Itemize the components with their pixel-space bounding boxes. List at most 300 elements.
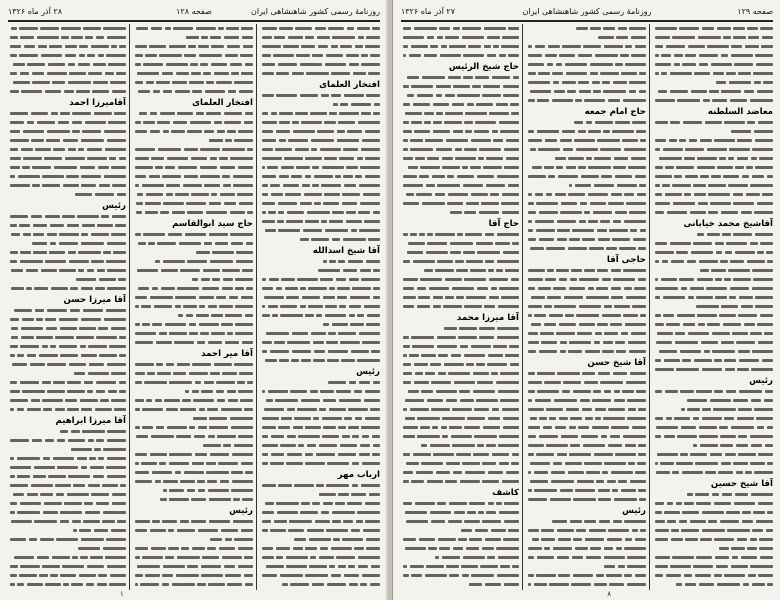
word-stroke xyxy=(528,278,543,281)
word-stroke xyxy=(177,112,193,115)
word-stroke xyxy=(62,215,75,218)
word-stroke xyxy=(344,184,356,187)
word-stroke xyxy=(307,444,316,447)
word-stroke xyxy=(271,435,284,438)
word-stroke xyxy=(535,193,543,196)
word-stroke xyxy=(503,85,519,88)
word-stroke xyxy=(332,323,348,326)
word-stroke xyxy=(135,296,147,299)
word-stroke xyxy=(720,435,736,438)
word-stroke xyxy=(20,502,41,505)
word-stroke xyxy=(724,278,731,281)
word-stroke xyxy=(457,175,474,178)
word-stroke xyxy=(47,363,66,366)
word-stroke xyxy=(492,408,499,411)
word-stroke xyxy=(403,45,408,48)
word-stroke xyxy=(639,498,646,501)
word-stroke xyxy=(234,139,253,142)
word-stroke xyxy=(528,238,536,241)
word-stroke xyxy=(137,269,158,272)
word-stroke xyxy=(158,148,181,151)
word-stroke xyxy=(528,426,540,429)
word-stroke xyxy=(724,574,745,577)
text-line xyxy=(401,414,519,423)
word-stroke xyxy=(486,444,496,447)
word-stroke xyxy=(155,480,161,483)
word-stroke xyxy=(344,574,359,577)
word-stroke xyxy=(136,211,142,214)
left-header-title: روزنامهٔ رسمی کشور شاهنشاهی ایران xyxy=(251,7,380,16)
word-stroke xyxy=(690,287,704,290)
word-stroke xyxy=(189,426,195,429)
word-stroke xyxy=(630,480,646,483)
word-stroke xyxy=(757,323,773,326)
word-stroke xyxy=(196,314,209,317)
word-stroke xyxy=(119,45,126,48)
word-stroke xyxy=(691,90,707,93)
word-stroke xyxy=(631,36,646,39)
word-stroke xyxy=(491,372,498,375)
word-stroke xyxy=(239,202,253,205)
text-line xyxy=(8,490,126,499)
word-stroke xyxy=(655,502,664,505)
word-stroke xyxy=(425,574,447,577)
word-stroke xyxy=(108,121,126,124)
word-stroke xyxy=(446,139,468,142)
word-stroke xyxy=(69,72,86,75)
word-stroke xyxy=(460,345,468,348)
word-stroke xyxy=(760,314,773,317)
word-stroke xyxy=(88,345,107,348)
word-stroke xyxy=(438,354,448,357)
word-stroke xyxy=(225,341,239,344)
word-stroke xyxy=(74,372,85,375)
word-stroke xyxy=(323,323,329,326)
word-stroke xyxy=(109,345,126,348)
word-stroke xyxy=(666,574,681,577)
word-stroke xyxy=(281,417,292,420)
word-stroke xyxy=(210,453,229,456)
word-stroke xyxy=(656,471,670,474)
word-stroke xyxy=(471,139,491,142)
word-stroke xyxy=(553,287,566,290)
word-stroke xyxy=(640,139,646,142)
word-stroke xyxy=(638,453,646,456)
word-stroke xyxy=(298,444,304,447)
word-stroke xyxy=(51,287,68,290)
text-line xyxy=(260,544,380,553)
word-stroke xyxy=(655,417,663,420)
word-stroke xyxy=(716,81,726,84)
word-stroke xyxy=(698,323,705,326)
text-line xyxy=(526,96,646,105)
word-stroke xyxy=(301,45,315,48)
word-stroke xyxy=(217,399,225,402)
word-stroke xyxy=(403,157,413,160)
word-stroke xyxy=(141,305,151,308)
word-stroke xyxy=(582,408,592,411)
word-stroke xyxy=(277,511,298,514)
word-stroke xyxy=(191,520,206,523)
right-column-1 xyxy=(653,24,773,590)
word-stroke xyxy=(577,332,592,335)
word-stroke xyxy=(325,229,348,232)
word-stroke xyxy=(23,233,31,236)
text-line xyxy=(260,387,380,396)
word-stroke xyxy=(49,45,62,48)
word-stroke xyxy=(477,175,494,178)
word-stroke xyxy=(446,462,460,465)
word-stroke xyxy=(11,327,18,330)
word-stroke xyxy=(320,390,334,393)
entry-heading: آقا شیخ حسین xyxy=(710,479,773,489)
word-stroke xyxy=(560,350,566,353)
word-stroke xyxy=(203,444,221,447)
word-stroke xyxy=(282,583,288,586)
word-stroke xyxy=(160,112,175,115)
word-stroke xyxy=(405,547,426,550)
word-stroke xyxy=(604,305,612,308)
word-stroke xyxy=(719,426,728,429)
word-stroke xyxy=(209,426,228,429)
text-line xyxy=(8,266,126,275)
word-stroke xyxy=(179,242,201,245)
text-line xyxy=(653,78,773,87)
word-stroke xyxy=(225,314,242,317)
word-stroke xyxy=(106,260,126,263)
word-stroke xyxy=(472,85,481,88)
word-stroke xyxy=(363,529,380,532)
text-line xyxy=(401,100,519,109)
word-stroke xyxy=(353,72,366,75)
word-stroke xyxy=(616,36,628,39)
word-stroke xyxy=(357,314,364,317)
word-stroke xyxy=(298,435,320,438)
word-stroke xyxy=(413,103,430,106)
word-stroke xyxy=(143,233,165,236)
word-stroke xyxy=(63,184,79,187)
word-stroke xyxy=(238,130,253,133)
word-stroke xyxy=(440,54,461,57)
word-stroke xyxy=(746,166,753,169)
word-stroke xyxy=(150,112,157,115)
word-stroke xyxy=(702,511,724,514)
word-stroke xyxy=(309,565,327,568)
word-stroke xyxy=(758,502,773,505)
text-line xyxy=(260,127,380,136)
word-stroke xyxy=(593,390,601,393)
word-stroke xyxy=(413,453,431,456)
word-stroke xyxy=(631,332,646,335)
word-stroke xyxy=(262,63,275,66)
word-stroke xyxy=(731,426,754,429)
text-line xyxy=(8,306,126,315)
text-line xyxy=(8,405,126,414)
word-stroke xyxy=(676,462,693,465)
word-stroke xyxy=(639,90,646,93)
word-stroke xyxy=(733,278,751,281)
word-stroke xyxy=(359,381,370,384)
word-stroke xyxy=(234,363,253,366)
word-stroke xyxy=(706,287,727,290)
word-stroke xyxy=(684,574,692,577)
word-stroke xyxy=(718,471,733,474)
right-header-date: ۲۷ آذر ماه ۱۳۲۶ xyxy=(401,7,455,16)
word-stroke xyxy=(117,193,126,196)
word-stroke xyxy=(186,314,193,317)
word-stroke xyxy=(47,130,70,133)
word-stroke xyxy=(162,574,173,577)
word-stroke xyxy=(10,574,17,577)
text-line xyxy=(401,248,519,257)
word-stroke xyxy=(275,399,298,402)
text-line xyxy=(133,526,253,535)
word-stroke xyxy=(492,130,498,133)
word-stroke xyxy=(448,372,470,375)
word-stroke xyxy=(279,359,289,362)
word-stroke xyxy=(145,574,160,577)
word-stroke xyxy=(609,583,624,586)
word-stroke xyxy=(230,63,242,66)
word-stroke xyxy=(411,121,422,124)
word-stroke xyxy=(500,399,519,402)
text-line xyxy=(653,508,773,517)
word-stroke xyxy=(403,565,407,568)
word-stroke xyxy=(291,175,302,178)
word-stroke xyxy=(403,54,406,57)
text-line xyxy=(653,423,773,432)
entry-heading: رئیس xyxy=(229,506,253,516)
word-stroke xyxy=(32,72,44,75)
word-stroke xyxy=(67,390,85,393)
text-line xyxy=(401,405,519,414)
word-stroke xyxy=(332,238,340,241)
word-stroke xyxy=(354,547,364,550)
word-stroke xyxy=(247,211,253,214)
word-stroke xyxy=(556,63,562,66)
word-stroke xyxy=(234,538,253,541)
word-stroke xyxy=(626,381,646,384)
word-stroke xyxy=(286,462,303,465)
word-stroke xyxy=(33,233,44,236)
text-line xyxy=(133,450,253,459)
word-stroke xyxy=(569,238,580,241)
word-stroke xyxy=(528,350,536,353)
word-stroke xyxy=(439,547,450,550)
word-stroke xyxy=(535,220,554,223)
word-stroke xyxy=(36,336,53,339)
word-stroke xyxy=(430,511,451,514)
word-stroke xyxy=(62,565,84,568)
word-stroke xyxy=(278,484,292,487)
word-stroke xyxy=(613,520,622,523)
word-stroke xyxy=(67,408,79,411)
text-line xyxy=(8,51,126,60)
text-line xyxy=(653,414,773,423)
word-stroke xyxy=(20,72,29,75)
text-line xyxy=(8,127,126,136)
word-stroke xyxy=(528,435,536,438)
word-stroke xyxy=(160,498,167,501)
word-stroke xyxy=(578,130,586,133)
word-stroke xyxy=(359,453,370,456)
word-stroke xyxy=(300,63,322,66)
entry-heading: رئیس xyxy=(102,201,126,211)
word-stroke xyxy=(305,453,313,456)
word-stroke xyxy=(512,453,519,456)
word-stroke xyxy=(712,350,735,353)
word-stroke xyxy=(528,305,542,308)
word-stroke xyxy=(463,556,485,559)
word-stroke xyxy=(551,480,574,483)
word-stroke xyxy=(632,305,646,308)
word-stroke xyxy=(225,54,238,57)
word-stroke xyxy=(326,54,343,57)
word-stroke xyxy=(172,81,187,84)
word-stroke xyxy=(241,296,253,299)
word-stroke xyxy=(631,54,646,57)
word-stroke xyxy=(532,538,539,541)
word-stroke xyxy=(573,538,582,541)
word-stroke xyxy=(576,529,586,532)
word-stroke xyxy=(739,296,753,299)
word-stroke xyxy=(262,54,271,57)
word-stroke xyxy=(109,157,116,160)
word-stroke xyxy=(742,511,751,514)
left-column-2 xyxy=(133,24,253,590)
word-stroke xyxy=(135,574,143,577)
word-stroke xyxy=(241,27,253,30)
word-stroke xyxy=(107,269,126,272)
word-stroke xyxy=(467,103,474,106)
word-stroke xyxy=(750,565,773,568)
word-stroke xyxy=(119,354,126,357)
word-stroke xyxy=(422,202,445,205)
word-stroke xyxy=(556,332,575,335)
word-stroke xyxy=(262,175,276,178)
word-stroke xyxy=(754,408,773,411)
word-stroke xyxy=(54,166,77,169)
word-stroke xyxy=(192,390,199,393)
text-line xyxy=(133,459,253,468)
word-stroke xyxy=(452,444,475,447)
word-stroke xyxy=(71,36,83,39)
word-stroke xyxy=(99,354,117,357)
word-stroke xyxy=(65,54,76,57)
text-line xyxy=(401,432,519,441)
word-stroke xyxy=(738,72,751,75)
word-stroke xyxy=(262,184,268,187)
word-stroke xyxy=(463,184,483,187)
word-stroke xyxy=(173,372,186,375)
word-stroke xyxy=(313,417,319,420)
word-stroke xyxy=(111,327,126,330)
word-stroke xyxy=(351,493,366,496)
entry-heading: حاج امام جمعه xyxy=(584,107,646,117)
word-stroke xyxy=(495,242,510,245)
word-stroke xyxy=(594,453,613,456)
word-stroke xyxy=(159,332,167,335)
word-stroke xyxy=(451,435,472,438)
word-stroke xyxy=(676,502,682,505)
word-stroke xyxy=(403,184,423,187)
word-stroke xyxy=(361,484,380,487)
word-stroke xyxy=(403,305,414,308)
text-line xyxy=(260,266,380,275)
word-stroke xyxy=(325,305,337,308)
word-stroke xyxy=(135,471,149,474)
word-stroke xyxy=(549,583,569,586)
text-line xyxy=(133,423,253,432)
word-stroke xyxy=(20,345,39,348)
text-line xyxy=(526,190,646,199)
word-stroke xyxy=(555,193,566,196)
word-stroke xyxy=(270,462,284,465)
word-stroke xyxy=(10,318,19,321)
word-stroke xyxy=(338,121,355,124)
word-stroke xyxy=(561,202,577,205)
word-stroke xyxy=(578,81,589,84)
text-line xyxy=(260,199,380,208)
text-line xyxy=(653,208,773,217)
word-stroke xyxy=(57,466,78,469)
text-line xyxy=(133,257,253,266)
word-stroke xyxy=(208,305,217,308)
word-stroke xyxy=(482,547,494,550)
word-stroke xyxy=(596,287,608,290)
word-stroke xyxy=(664,359,680,362)
word-stroke xyxy=(333,538,340,541)
word-stroke xyxy=(578,426,589,429)
word-stroke xyxy=(466,260,483,263)
word-stroke xyxy=(96,439,104,442)
text-line xyxy=(526,87,646,96)
word-stroke xyxy=(442,417,465,420)
word-stroke xyxy=(667,502,673,505)
word-stroke xyxy=(751,493,773,496)
word-stroke xyxy=(360,583,367,586)
word-stroke xyxy=(355,175,362,178)
word-stroke xyxy=(698,202,708,205)
word-stroke xyxy=(80,399,98,402)
text-line xyxy=(133,477,253,486)
word-stroke xyxy=(321,511,329,514)
word-stroke xyxy=(539,435,558,438)
word-stroke xyxy=(584,99,605,102)
word-stroke xyxy=(504,583,519,586)
word-stroke xyxy=(528,444,544,447)
text-line xyxy=(260,145,380,154)
word-stroke xyxy=(702,368,722,371)
word-stroke xyxy=(417,435,440,438)
word-stroke xyxy=(295,27,312,30)
word-stroke xyxy=(302,296,320,299)
word-stroke xyxy=(244,574,253,577)
word-stroke xyxy=(239,372,253,375)
word-stroke xyxy=(418,296,430,299)
word-stroke xyxy=(262,435,268,438)
word-stroke xyxy=(80,556,88,559)
word-stroke xyxy=(767,462,773,465)
word-stroke xyxy=(184,54,196,57)
word-stroke xyxy=(159,462,166,465)
word-stroke xyxy=(320,148,341,151)
word-stroke xyxy=(588,220,598,223)
word-stroke xyxy=(32,242,47,245)
word-stroke xyxy=(215,242,228,245)
text-line xyxy=(526,450,646,459)
text-line xyxy=(133,311,253,320)
